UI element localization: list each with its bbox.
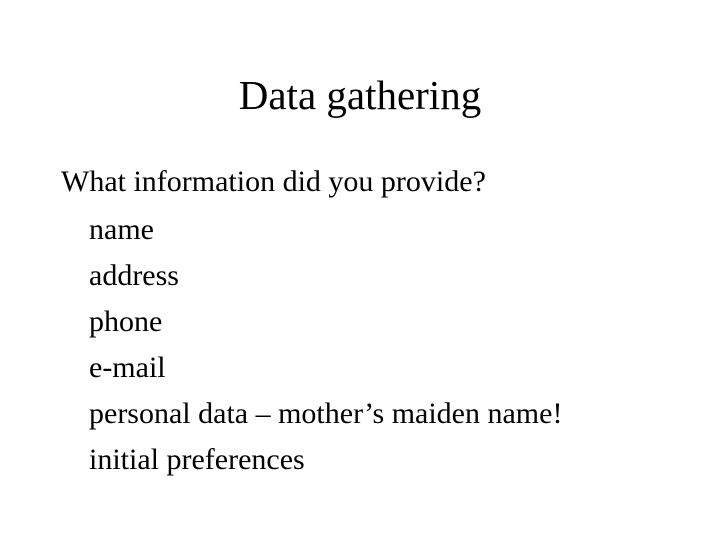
- list-item-personal-data: personal data – mother’s maiden name!: [89, 397, 563, 430]
- list-item-email: e-mail: [89, 351, 166, 384]
- list-item-name: name: [89, 213, 154, 246]
- slide-title: Data gathering: [238, 72, 482, 118]
- list-item-initial-preferences: initial preferences: [89, 443, 305, 476]
- list-item-phone: phone: [89, 305, 163, 338]
- question-text: What information did you provide?: [61, 165, 486, 198]
- list-item-address: address: [89, 259, 179, 292]
- item-list: [89, 207, 562, 483]
